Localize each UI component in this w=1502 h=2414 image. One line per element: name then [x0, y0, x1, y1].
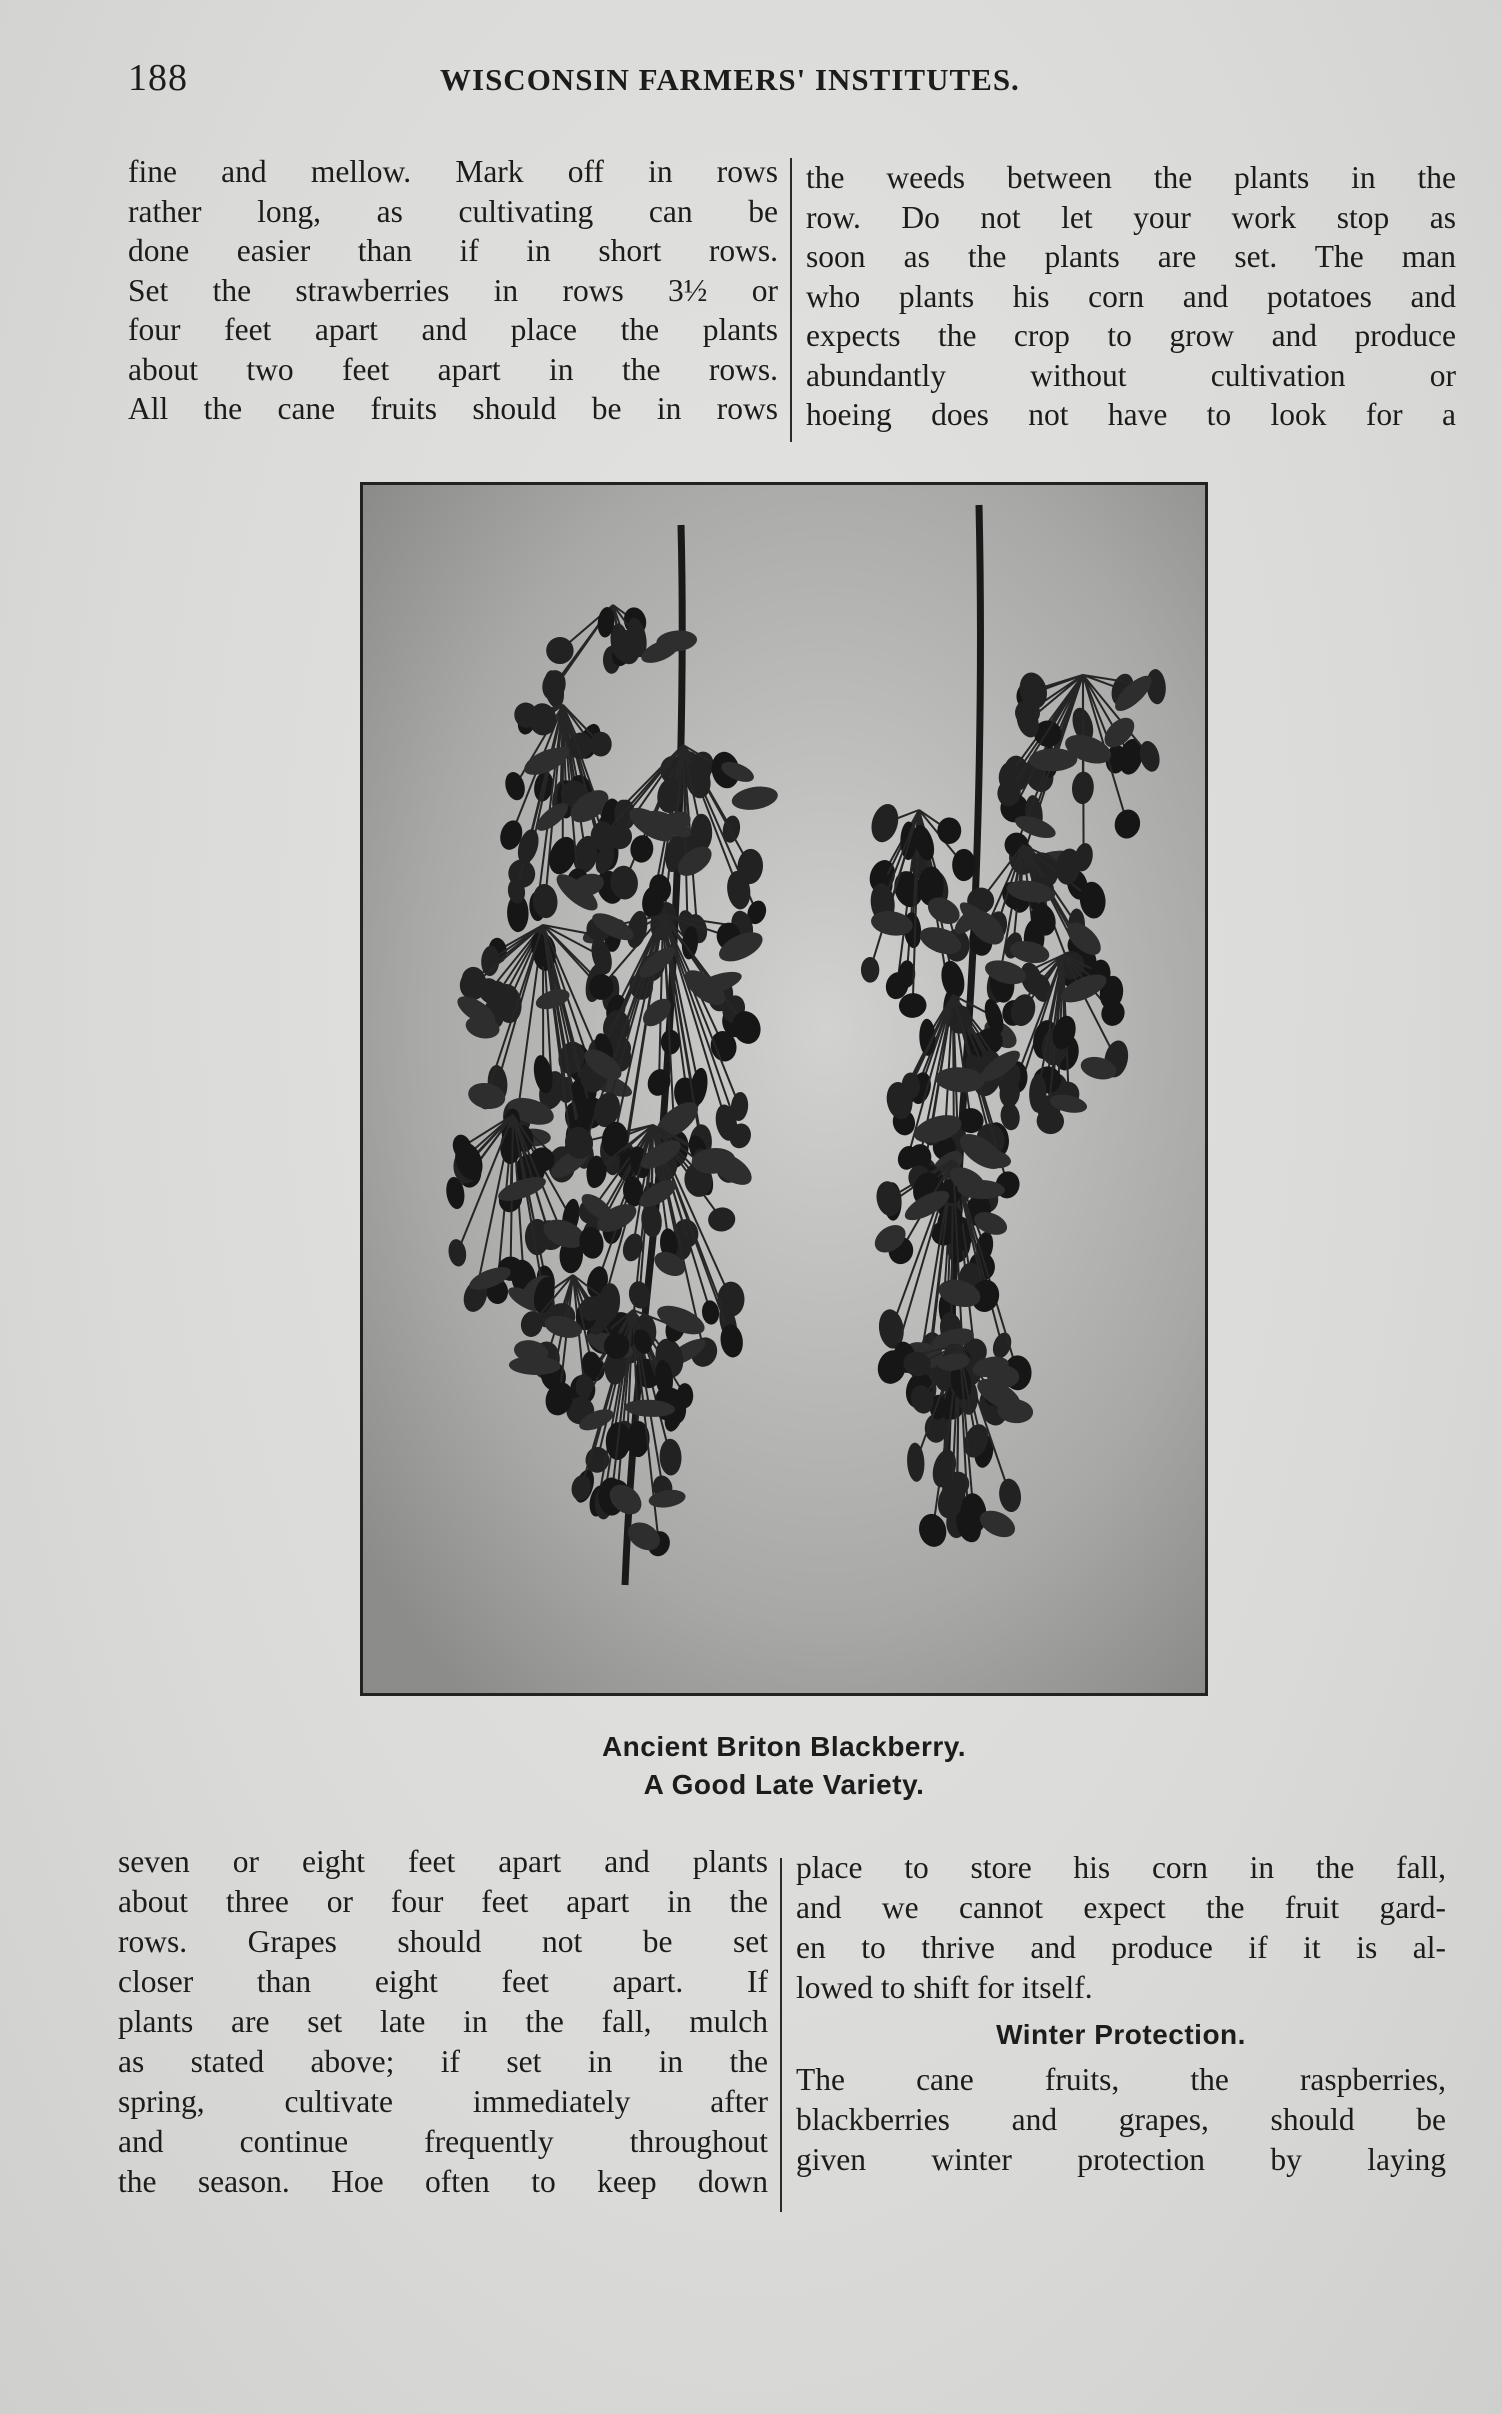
- figure-caption: [360, 1728, 1208, 1804]
- berry: [604, 1333, 630, 1359]
- text-line: who plants his corn and potatoes and: [806, 278, 1456, 314]
- text-line: soon as the plants are set. The man: [806, 239, 1456, 274]
- text-line: abundantly without cultivation or: [806, 357, 1456, 393]
- text-line: the season. Hoe often to keep down: [118, 2164, 768, 2199]
- top-left-column: [128, 152, 778, 429]
- text-line: given winter protection by laying: [796, 2142, 1446, 2177]
- text-line: row. Do not let your work stop as: [806, 199, 1456, 235]
- column-divider: [780, 1858, 782, 2212]
- text-line: Set the strawberries in rows 3½ or: [128, 272, 778, 308]
- text-line: the weeds between the plants in the: [806, 160, 1456, 195]
- text-line: about three or four feet apart in the: [118, 1884, 768, 1919]
- text-line: as stated above; if set in in the: [118, 2044, 768, 2079]
- caption-line: Ancient Briton Blackberry.: [601, 1731, 967, 1762]
- text-line: place to store his corn in the fall,: [796, 1850, 1446, 1885]
- text-line: lowed to shift for itself.: [796, 1970, 1093, 2005]
- text-line: spring, cultivate immediately after: [118, 2084, 768, 2119]
- bottom-right-column: [796, 1848, 1446, 2180]
- berry: [952, 849, 976, 881]
- bottom-left-column: [118, 1842, 768, 2202]
- text-line: about two feet apart in the rows.: [128, 351, 778, 387]
- text-line: hoeing does not have to look for a: [806, 397, 1456, 432]
- top-right-column: [806, 158, 1456, 435]
- text-line: four feet apart and place the plants: [128, 312, 778, 347]
- berry: [591, 822, 616, 851]
- blackberry-illustration: [363, 485, 1205, 1693]
- text-line: done easier than if in short rows.: [128, 233, 778, 268]
- text-line: rows. Grapes should not be set: [118, 1924, 768, 1959]
- berry: [589, 974, 613, 1000]
- blackberry-photograph: [360, 482, 1208, 1696]
- section-heading: Winter Protection.: [996, 2019, 1246, 2050]
- text-line: rather long, as cultivating can be: [128, 193, 778, 229]
- text-line: plants are set late in the fall, mulch: [118, 2004, 768, 2039]
- text-line: The cane fruits, the raspberries,: [796, 2062, 1446, 2097]
- column-divider: [790, 158, 792, 442]
- text-line: seven or eight feet apart and plants: [118, 1844, 768, 1879]
- caption-line: A Good Late Variety.: [643, 1769, 925, 1800]
- text-line: blackberries and grapes, should be: [796, 2102, 1446, 2137]
- text-line: All the cane fruits should be in rows: [128, 391, 778, 426]
- text-line: and continue frequently throughout: [118, 2124, 768, 2159]
- berry: [691, 814, 713, 852]
- text-line: expects the crop to grow and produce: [806, 318, 1456, 353]
- running-title: WISCONSIN FARMERS' INSTITUTES.: [440, 62, 1020, 97]
- text-line: en to thrive and produce if it is al-: [796, 1930, 1446, 1965]
- text-line: closer than eight feet apart. If: [118, 1964, 768, 1999]
- page-number: 188: [128, 57, 188, 99]
- berry: [590, 732, 612, 757]
- text-line: fine and mellow. Mark off in rows: [128, 154, 778, 189]
- text-line: and we cannot expect the fruit gard-: [796, 1890, 1446, 1925]
